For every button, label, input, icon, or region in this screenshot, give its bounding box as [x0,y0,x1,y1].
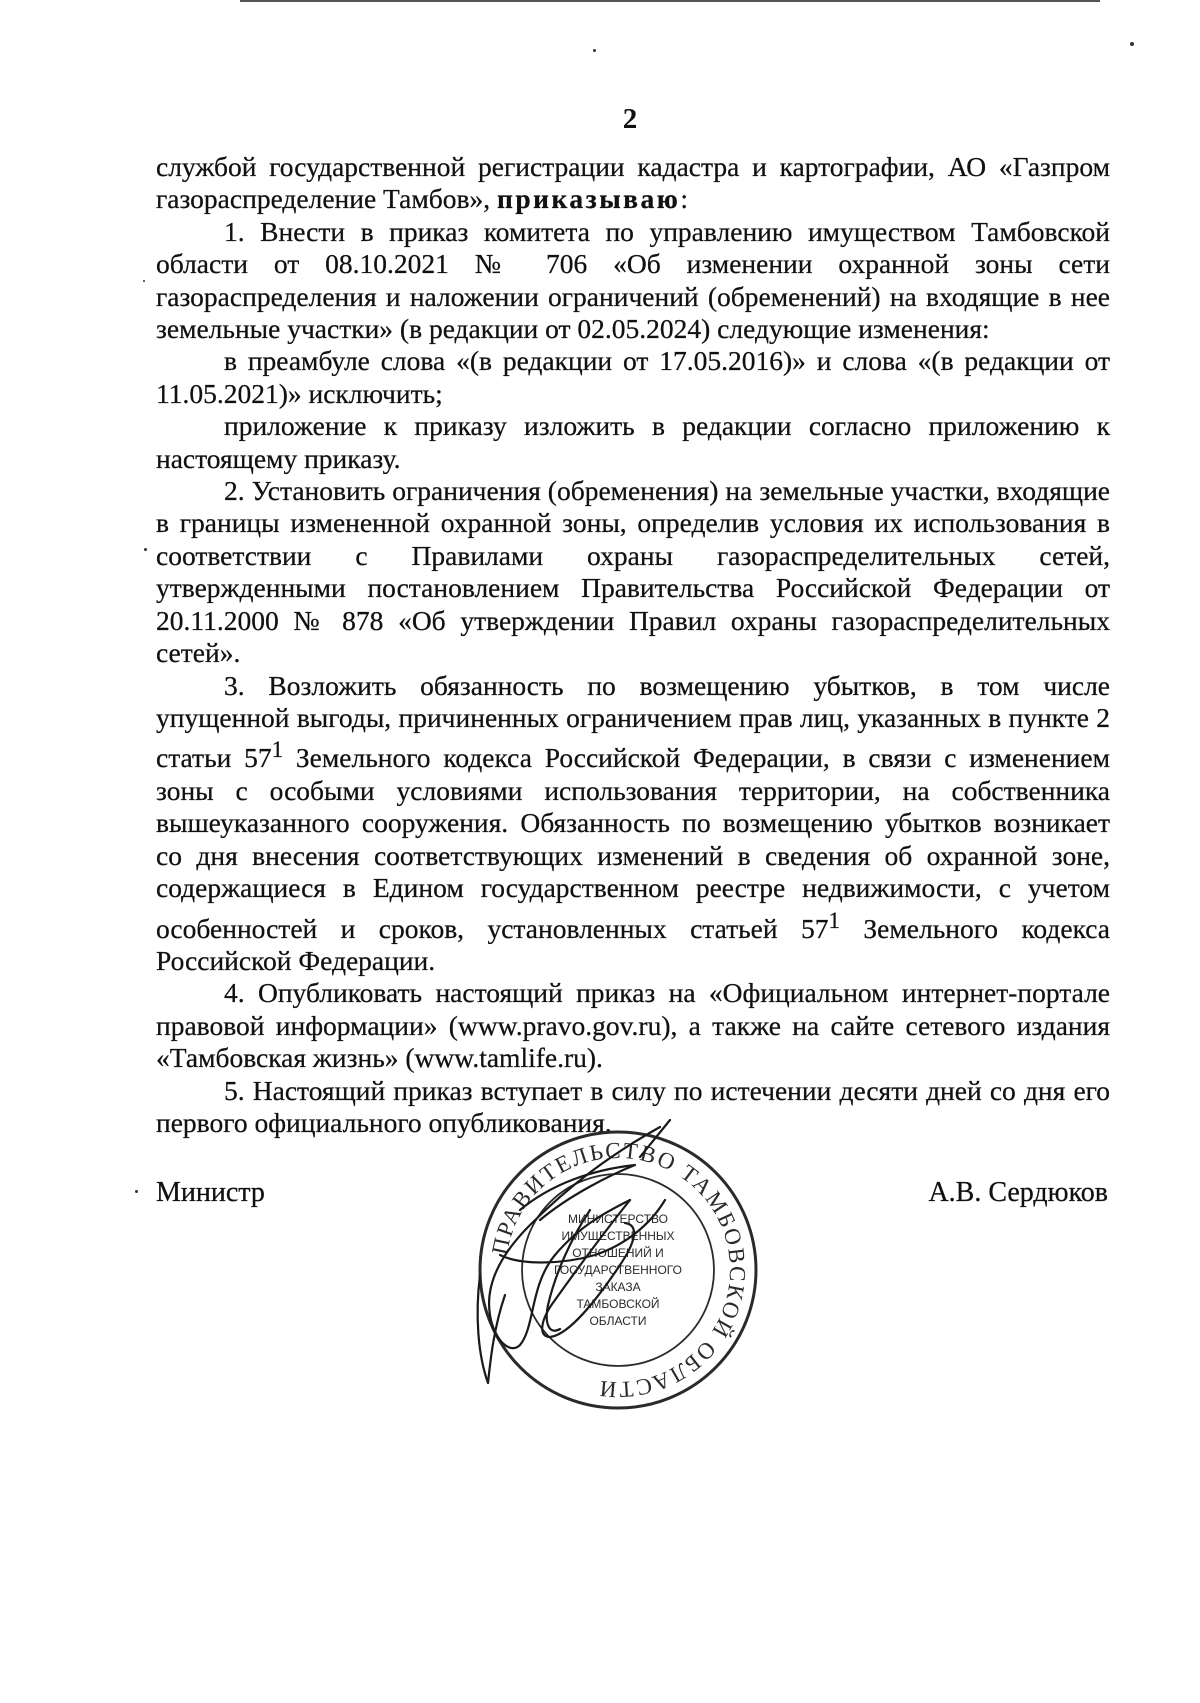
preamble-colon: : [680,183,688,215]
item-3-superscript-b: 1 [828,907,840,933]
paragraph-item-5: 5. Настоящий приказ вступает в силу по истечении десяти дней со дня его первого официального опубликования. [156,1074,1110,1139]
seal-inner-line: ЗАКАЗА [595,1280,641,1294]
paragraph-item-1: 1. Внести в приказ комитета по управлению имуществом Тамбовской области от 08.10.2021 № 706 «Об изменении охранной зоны сети газораспределения и наложении ограничений (обременений) на входящие в нее земельные участки» (в редакции от 02.05.2024) следующие изменения: [156,215,1110,345]
signer-name: А.В. Сердюков [928,1177,1108,1208]
seal-inner-line: ИМУЩЕСТВЕННЫХ [561,1229,675,1243]
scan-speck [1130,42,1134,46]
seal-inner-line: ОБЛАСТИ [589,1314,647,1328]
scan-speck [593,49,596,52]
signer-position: Министр [156,1177,265,1208]
order-keyword: приказываю [497,183,681,215]
paragraph-item-1-preamble: в преамбуле слова «(в редакции от 17.05.2016)» и слова «(в редакции от 11.05.2021)» исключить; [156,345,1110,409]
preamble-text: службой государственной регистрации кадастра и картографии, АО «Газпром газораспределение Тамбов», [156,151,1110,215]
seal-inner-line: ТАМБОВСКОЙ [576,1297,660,1311]
scan-speck [135,1190,138,1193]
scan-speck [143,280,145,282]
item-3-superscript-a: 1 [271,737,284,763]
paragraph-preamble-end [156,151,1110,216]
paragraph-item-4: 4. Опубликовать настоящий приказ на «Официальном интернет-портале правовой информации» (www.pravo.gov.ru), а также на сайте сетевого издания «Тамбовская жизнь» (www.tamlife.ru). [156,977,1110,1074]
seal-outer-text: ПРАВИТЕЛЬСТВО ТАМБОВСКОЙ ОБЛАСТИ [486,1137,751,1403]
item-3-text-a: 3. Возложить обязанность по возмещению убытков, в том числе упущенной выгоды, причиненных ограничением прав лиц, указанных в пункте 2 статьи 57 [156,669,1110,774]
scan-speck [144,548,147,551]
seal-inner-line: ГОСУДАРСТВЕННОГО [554,1263,682,1277]
item-3-text-b: Земельного кодекса Российской Федерации, в связи с изменением зоны с особыми условиями использования территории, на собственника вышеуказанного сооружения. Обязанность по возмещению убытков возникает со дня внесения соответствующих изменений в сведения об охранной зоне, содержащиеся в Едином государственном реестре недвижимости, с учетом особенностей и сроков, установленных статьей 57 [156,742,1110,944]
paragraph-item-2: 2. Установить ограничения (обременения) на земельные участки, входящие в границы измененной охранной зоны, определив условия их использования в соответствии с Правилами охраны газораспределительных сетей, утвержденными постановлением Правительства Российской Федерации от 20.11.2000 № 878 «Об утверждении Правил охраны газораспределительных сетей». [156,475,1110,669]
paragraph-item-1-appendix: приложение к приказу изложить в редакции согласно приложению к настоящему приказу. [156,410,1110,474]
item-3-text-c: Земельного кодекса Российской Федерации. [156,912,1110,977]
document-body [156,151,1110,1140]
paragraph-item-3 [156,670,1110,978]
seal-inner-line: МИНИСТЕРСТВО [568,1212,668,1226]
handwritten-signature [460,1115,740,1395]
page-number: 2 [622,103,638,135]
scan-top-edge [240,0,1100,2]
seal-inner-line: ОТНОШЕНИЙ И [572,1246,664,1260]
